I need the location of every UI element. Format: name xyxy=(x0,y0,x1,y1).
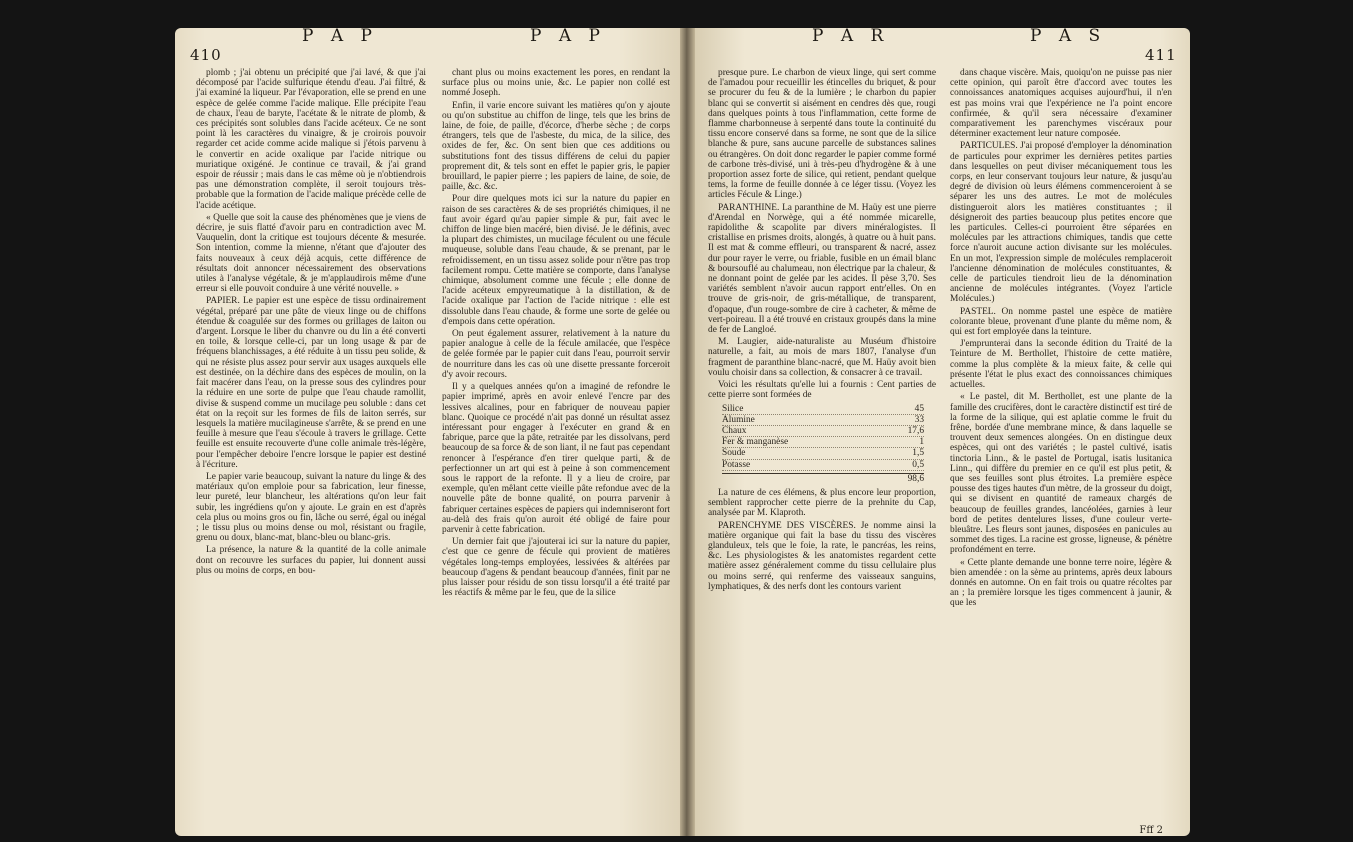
table-cell-value: 17,6 xyxy=(907,425,924,436)
signature-mark: Fff 2 xyxy=(1139,825,1163,836)
table-cell-name: Silice xyxy=(722,403,744,414)
table-cell-value: 0,5 xyxy=(912,459,924,470)
table-row xyxy=(722,415,924,426)
table-cell-name: Fer & manganèse xyxy=(722,437,789,448)
page-number-left: 410 xyxy=(190,46,222,64)
paragraph: Un dernier fait que j'ajouterai ici sur la nature du papier, c'est que ce genre de fécule qui provient de matières végétales long-temps employées, lessivées & altérées par beaucoup d'agens & pendant beaucoup d'années, finit par ne plus laisser pour résidu de son tissu lorsqu'il a été traité par les réactifs & même par le feu, que de la silice xyxy=(442,537,670,599)
paragraph: Pour dire quelques mots ici sur la nature du papier en raison de ses caractères & de ses propriétés chimiques, il ne faut avoir égard qu'au papier simple & pur, fait avec le chiffon de linge bien macéré, bien divisé. Je le définis, avec la plupart des chimistes, un mucilage féculent ou une fécule muqueuse, soluble dans l'eau chaude, & se prenant, par le refroidissement, en un tissu assez solide pour n'être pas trop facilement rompu. Cette matière se comporte, dans l'analyse chimique, absolument comme une fécule ; elle donne de l'acide acéteux empyreumatique à la distillation, & de l'acide oxalique par l'action de l'acide nitrique : elle est dissoluble dans l'eau chaude, & forme une sorte de gelée ou d'empois dans cette opération. xyxy=(442,194,670,327)
table-cell-name: Soude xyxy=(722,448,746,459)
paragraph: Le papier varie beaucoup, suivant la nature du linge & des matériaux qu'on emploie pour sa fabrication, leur finesse, leur pureté, leur blancheur, les altérations qu'on leur fait subir, les ingrédiens qu'on y ajoute. Le grain en est d'après cela plus ou moins gros ou fin, lâche ou serré, égal ou inégal ; le tissu plus ou moins dense ou mol, résistant ou fragile, grenu ou doux, blanc-mat, blanc-bleu ou blanc-gris. xyxy=(196,471,426,544)
book-gutter xyxy=(680,28,695,836)
left-column-1 xyxy=(196,68,426,578)
paragraph: La présence, la nature & la quantité de la colle animale dont on recouvre les surfaces du papier, lui donnent aussi plus ou moins de corps, en bou- xyxy=(196,545,426,576)
page-number-right: 411 xyxy=(1145,46,1177,64)
paragraph: M. Laugier, aide-naturaliste au Muséum d'histoire naturelle, a fait, au mois de mars 1807, l'analyse d'un fragment de paranthine blanc-nacré, que M. Haüy avoit bien voulu choisir dans sa collection, & consacrer à ce travail. xyxy=(708,337,936,378)
table-row xyxy=(722,437,924,448)
paragraph: « Le pastel, dit M. Berthollet, est une plante de la famille des crucifères, dont le caractère distinctif est tiré de la forme de la silique, qui est aplatie comme le fruit du frêne, bordée d'une membrane mince, & dans laquelle se trouvent deux semences alongées. On en distingue deux espèces, qui ont des variétés ; le pastel cultivé, isatis tinctoria Linn., & le pastel de Portugal, isatis lusitanica Linn., qui diffère du premier en ce qu'il est plus petit, & que ses feuilles sont plus étroites. La première espèce pousse des tiges hautes d'un mètre, de la grosseur du doigt, qui se divisent en quantité de rameaux chargés de beaucoup de feuilles grandes, lancéolées, garnies à leur bord de petites dentelures lisses, d'une couleur verte-bleuâtre. Les fleurs sont jaunes, disposées en panicules au sommet des tiges. La racine est grosse, ligneuse, & pénètre profondément en terre. xyxy=(950,392,1172,556)
paragraph: Il y a quelques années qu'on a imaginé de refondre le papier imprimé, après en avoir enlevé l'encre par des lessives alcalines, pour en fabriquer de nouveau papier blanc. Quoique ce procédé n'ait pas donné un résultat assez intéressant pour engager à l'exécuter en grand & en fabrique, parce que la pâte, retraitée par les dissolvans, perd beaucoup de sa force & de son liant, il ne faut pas cependant renoncer à l'espérance d'en tirer quelque parti, & de perfectionner un art qui est à peine à son commencement sous le rapport de la refonte. Il y a lieu de croire, par exemple, qu'en mêlant cette vieille pâte refondue avec de la nouvelle pâte de bonne qualité, on pourra parvenir à fabriquer certaines espèces de papiers qui indemniseront fort au-delà des frais qu'on auroit été obligé de faire pour parvenir à cette fabrication. xyxy=(442,382,670,535)
table-cell-name: Chaux xyxy=(722,425,747,436)
table-cell-name: Potasse xyxy=(722,459,751,470)
entry-pastel: PASTEL. On nomme pastel une espèce de matière colorante bleue, provenant d'une plante du même nom, & qui est fort employée dans la teinture. xyxy=(950,306,1172,338)
table-cell-name: Alumine xyxy=(722,414,755,425)
running-head-left-1: P A P xyxy=(302,26,378,46)
paragraph: On peut également assurer, relativement à la nature du papier analogue à celle de la fécule amilacée, que l'espèce de gelée formée par le papier cuit dans l'eau, pourroit servir de nourriture dans les cas où une disette pressante forceroit d'y avoir recours. xyxy=(442,329,670,380)
running-head-left-2: P A P xyxy=(530,26,606,46)
table-row xyxy=(722,448,924,459)
table-row xyxy=(722,460,924,471)
table-row xyxy=(722,426,924,437)
table-cell-value: 45 xyxy=(914,403,924,414)
entry-paranthine: PARANTHINE. La paranthine de M. Haüy est une pierre d'Arendal en Norwège, qui a été nommée micarelle, rapidolithe & scapolite par divers minéralogistes. Il cristallise en prismes droits, alongés, à quatre ou à huit pans. Il est mat & comme effleuri, ou transparent & nacré, assez dur pour rayer le verre, ou friable, fusible en un émail blanc & boursouflé au chalumeau, non électrique par la chaleur, & ne donnant point de gelée par les acides. Il pèse 3,70. Ses variétés semblent n'avoir aucun rapport entr'elles. On en trouve de gris-noir, de gris-métallique, de transparent, d'opaque, d'un rouge-sombre de cire à cacheter, & même de vert-poireau. Il a été trouvé en cristaux groupés dans la mine de fer de Langloé. xyxy=(708,202,936,336)
table-cell-value: 33 xyxy=(914,414,924,425)
paragraph: dans chaque viscère. Mais, quoiqu'on ne puisse pas nier cette opinion, qui paroît être d'accord avec toutes les connoissances anatomiques acquises aujourd'hui, il n'en est pas moins vrai que l'expérience ne l'a point encore confirmée, & qu'il sera nécessaire d'examiner comparativement les parenchymes viscéraux pour déterminer exactement leur nature composée. xyxy=(950,68,1172,140)
paragraph: plomb ; j'ai obtenu un précipité que j'ai lavé, & que j'ai décomposé par l'acide sulfurique étendu d'eau. J'ai filtré, & j'ai examiné la liqueur. Par l'évaporation, elle se prend en une espèce de gelée comme l'acide malique. Elle précipite l'eau de chaux, l'eau de baryte, l'acétate & le nitrate de plomb, & ces précipités sont solubles dans l'acide acéteux. Ce ne sont point là les caractères du vinaigre, & je croirois pouvoir regarder cet acide comme acide malique si j'étois parvenu à le convertir en acide oxalique par l'acide nitrique ou muriatique oxigéné. Je continue ce travail, & j'ai grand espoir de réussir ; mais dans le cas même où je n'obtiendrois pas une démonstration complète, il seroit toujours très-probable que la formation de l'acide malique précède celle de l'acide acétique. xyxy=(196,68,426,211)
right-column-2 xyxy=(950,68,1172,611)
running-head-right-2: P A S xyxy=(1030,26,1107,46)
paragraph: chant plus ou moins exactement les pores, en rendant la surface plus ou moins unie, &c. Le papier non collé est nommé Joseph. xyxy=(442,68,670,99)
table-cell-value: 1 xyxy=(919,437,924,448)
paragraph: Voici les résultats qu'elle lui a fournis : Cent parties de cette pierre sont formées de xyxy=(708,380,936,401)
left-column-2 xyxy=(442,68,670,600)
entry-particules: PARTICULES. J'ai proposé d'employer la dénomination de particules pour exprimer les dernières petites parties dans lesquelles on peut diviser mécaniquement tous les corps, en leur conservant toujours leur nature, & jusqu'au degré de division où leurs élémens commenceroient à se séparer les uns des autres. Le mot de molécules distingueroit alors les matières constituantes ; il désigneroit des parties beaucoup plus petites encore que les particules. Celles-ci pourroient être séparées en molécules par les attractions chimiques, tandis que cette force n'auroit aucune action divisante sur les molécules. En un mot, l'expression simple de molécules remplaceroit l'ancienne dénomination de molécules constituantes, & celle de particules tiendroit lieu de la dénomination ancienne de molécules intégrantes. (Voyez l'article Molécules.) xyxy=(950,141,1172,305)
paragraph: presque pure. Le charbon de vieux linge, qui sert comme de l'amadou pour recueillir les étincelles du briquet, & pour se procurer du feu & de la lumière ; le charbon du papier blanc qui se convertit si aisément en cendres dès que, rougi dans quelques points à tous l'inflammation, cette forme de flamme charbonneuse à serpenté dans toute la continuité du tissu encore conservé dans sa forme, ne sont que de la silice blanche & pure, sans aucune parcelle de substances salines ou étrangères. On doit donc regarder le papier comme formé de carbone très-divisé, uni à très-peu d'hydrogène & à une proportion assez forte de silice, qui retient, pendant quelque tems, la forme de feuille donnée à ce léger tissu. (Voyez les articles Fécule & Linge.) xyxy=(708,68,936,201)
analysis-table xyxy=(722,404,924,484)
paragraph: « Cette plante demande une bonne terre noire, légère & bien amendée : on la sème au printems, après deux labours donnés en automne. On en fait trois ou quatre récoltes par an ; la première lorsque les tiges commencent à jaunir, & que les xyxy=(950,557,1172,609)
table-row xyxy=(722,404,924,415)
running-head-right-1: P A R xyxy=(812,26,890,46)
entry-parenchyme: PARENCHYME DES VISCÈRES. Je nomme ainsi la matière organique qui fait la base du tissu des viscères glanduleux, tels que le foie, la rate, le pancréas, les reins, &c. Les physiologistes & les anatomistes regardent cette matière assez généralement comme du tissu cellulaire plus ou moins serré, qui renferme des vaisseaux sanguins, lymphatiques, & des nerfs dont les contours varient xyxy=(708,520,936,592)
paragraph: Enfin, il varie encore suivant les matières qu'on y ajoute ou qu'on substitue au chiffon de linge, tels que les brins de laine, de foie, de paille, d'écorce, d'herbe sèche ; de corps étrangers, tels que de l'asbeste, du mica, de la silice, des oxides de fer, &c. On sent bien que ces additions ou substitutions font des tissus différens de celui du papier proprement dit, & tels sont en effet le papier gris, le papier brouillard, le papier pierre ; les papiers de laine, de soie, de paille, &c. &c. xyxy=(442,100,670,193)
table-total: 98,6 xyxy=(722,473,924,484)
right-column-1 xyxy=(708,68,936,594)
paragraph: J'emprunterai dans la seconde édition du Traité de la Teinture de M. Berthollet, l'histoire de cette matière, comme la plus complète & la mieux faite, & celle qui présente l'état le plus exact des connoissances chimiques actuelles. xyxy=(950,339,1172,391)
paragraph: La nature de ces élémens, & plus encore leur proportion, semblent rapprocher cette pierre de la prehnite du Cap, analysée par M. Klaproth. xyxy=(708,487,936,519)
paragraph: « Quelle que soit la cause des phénomènes que je viens de décrire, je suis flatté d'avoir paru en contradiction avec M. Vauquelin, dont la critique est toujours décente & mesurée. Son intention, comme la mienne, n'étant que d'ajouter des faits nouveaux à ceux déjà acquis, cette différence de résultats doit annoncer nécessairement des observations utiles à l'analyse végétale, & je m'applaudirois même d'une erreur si elle pouvoit conduire à une vérité nouvelle. » xyxy=(196,212,426,295)
entry-papier: PAPIER. Le papier est une espèce de tissu ordinairement végétal, préparé par une pâte de vieux linge ou de chiffons étendue & coagulée sur des formes ou grillages de laiton ou d'argent. Lorsque le liber du chanvre ou du lin a été converti en toile, & lorsque celle-ci, par un long usage & par de fréquens blanchissages, a été réduite à un tissu peu solide, & qui ne résiste plus assez pour servir aux usages auxquels elle est destinée, on la déchire dans des espèces de moulin, on la fait macérer dans l'eau, on la presse sous des cylindres pour la réduire en une sorte de pulpe que l'eau chaude ramollit, divise & suspend comme un mucilage peu soluble : dans cet état on la reçoit sur les formes de fils de laiton serrés, sur lesquels la matière mucilagineuse s'arrête, & se prend en une feuille à mesure que l'eau s'écoule à travers le grillage. Cette feuille est ensuite recouverte d'une colle animale très-légère, pour l'empêcher deboire l'encre lorsque le papier est destiné à l'écriture. xyxy=(196,296,426,470)
table-cell-value: 1,5 xyxy=(912,448,924,459)
